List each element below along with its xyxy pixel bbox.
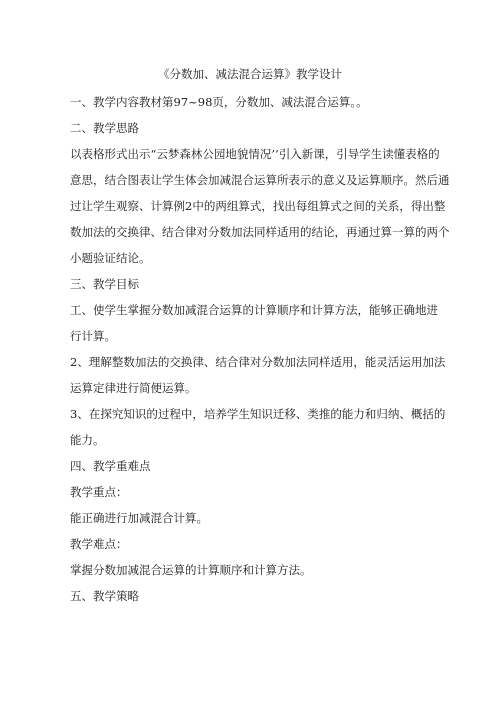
section-2-line: 过让学生观察、计算例2中的两组算式，找出每组算式之间的关系，得出整: [70, 199, 446, 213]
key-point-label: 教学重点：: [70, 485, 128, 499]
section-3-heading: 三、教学目标: [70, 277, 139, 291]
section-2-heading: 二、教学思路: [70, 121, 139, 135]
key-point-text: 能正确进行加减混合计算。: [70, 511, 208, 525]
goal-1-line: 工、使学生掌握分数加减混合运算的计算顺序和计算方法，能够正确地进: [70, 303, 438, 317]
section-2-line: 以表格形式出示“云梦森林公园地貌情况’’引入新课，引导学生读懂表格的: [70, 147, 440, 161]
difficulty-label: 教学难点：: [70, 537, 128, 551]
goal-2-line: 运算定律进行简便运算。: [70, 381, 197, 395]
section-4-heading: 四、教学重难点: [70, 459, 151, 473]
section-2-line: 意思，结合图表让学生体会加减混合运算所表示的意义及运算顺序。然后通: [70, 173, 450, 187]
section-2-line: 数加法的交换律、结合律对分数加法同样适用的结论，再通过算一算的两个: [70, 225, 450, 239]
goal-2-line: 2、理解整数加法的交换律、结合律对分数加法同样适用，能灵活运用加法: [70, 355, 446, 369]
goal-3-line: 3、在探究知识的过程中，培养学生知识迁移、类推的能力和归纳、概括的: [70, 407, 446, 421]
difficulty-text: 掌握分数加减混合运算的计算顺序和计算方法。: [70, 563, 312, 577]
goal-1-line: 行计算。: [70, 329, 116, 343]
section-5-heading: 五、教学策略: [70, 589, 139, 603]
goal-3-line: 能力。: [70, 433, 105, 447]
section-1-content: 一、教学内容教材第97~98页，分数加、减法混合运算。。: [70, 95, 368, 109]
document-title: 《分数加、减法混合运算》教学设计: [158, 67, 342, 81]
section-2-line: 小题验证结论。: [70, 251, 151, 265]
